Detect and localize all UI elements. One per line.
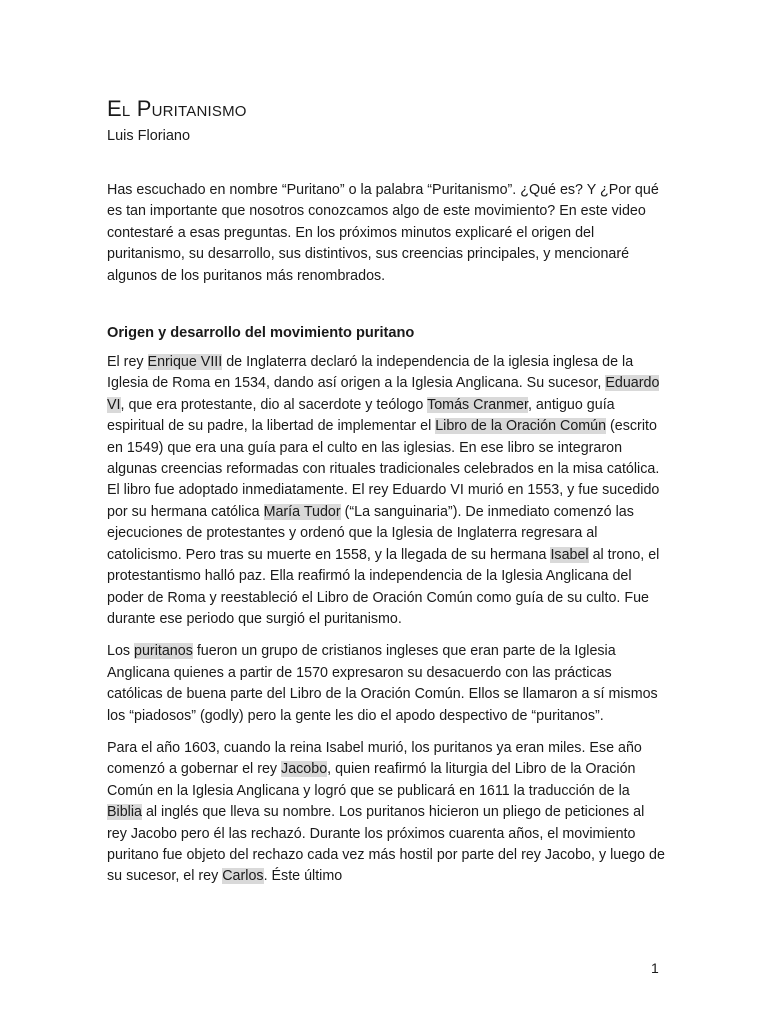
paragraph-origin — [107, 352, 665, 630]
text-run: fueron un grupo de cristianos ingleses que eran parte de la Iglesia Anglicana quienes a partir de 1570 expresaron su desacuerdo con las prácticas católicas de buena parte del Libro de la Oración Común. Ellos se llamaron a sí mismos los “piadosos” (godly) pero la gente les dio el apodo despectivo de “puritanos”. — [107, 643, 658, 724]
paragraph-puritanos — [107, 641, 665, 727]
highlight-maria-tudor: María Tudor — [263, 503, 341, 520]
page-number: 1 — [651, 960, 659, 976]
text-run: al inglés que lleva su nombre. Los puritanos hicieron un pliego de peticiones al rey Jacobo pero él las rechazó. Durante los próximos cuarenta años, el movimiento puritano fue objeto del rechazo cada vez más hostil por parte del rey Jacobo, y luego de su sucesor, el rey — [107, 804, 665, 885]
highlight-biblia: Biblia — [107, 804, 142, 821]
highlight-isabel: Isabel — [550, 546, 589, 563]
text-run: al trono, el protestantismo halló paz. Ella reafirmó la independencia de la Iglesia Anglicana del poder de Roma y reestableció el Libro de Oración Común como guía de su culto. Fue durante ese periodo que surgió el puritanismo. — [107, 546, 660, 627]
section-heading: Origen y desarrollo del movimiento puritano — [107, 325, 415, 342]
highlight-enrique-viii: Enrique VIII — [147, 354, 223, 371]
text-run: Los — [107, 643, 135, 660]
document-title: El Puritanismo — [107, 96, 247, 121]
highlight-puritanos: puritanos — [134, 643, 193, 660]
highlight-carlos: Carlos — [222, 868, 264, 885]
text-run: , que era protestante, dio al sacerdote y teólogo — [120, 396, 428, 413]
highlight-libro-oracion-comun: Libro de la Oración Común — [435, 418, 607, 435]
text-run: , antiguo guía espiritual de su padre, la libertad de implementar el — [107, 396, 615, 435]
author-name: Luis Floriano — [107, 128, 191, 144]
highlight-eduardo-vi: Eduardo VI — [107, 375, 660, 413]
text-run: . Éste último — [263, 868, 343, 885]
text-run: Para el año 1603, cuando la reina Isabel murió, los puritanos ya eran miles. Ese año comenzó a gobernar el rey — [107, 739, 642, 778]
text-run: , quien reafirmó la liturgia del Libro de la Oración Común en la Iglesia Anglicana y logró que se publicará en 1611 la traducción de la — [107, 761, 636, 799]
paragraph-jacobo — [107, 738, 665, 888]
text-run: (“La sanguinaria”). De inmediato comenzó las ejecuciones de protestantes y ordenó que la Iglesia de Inglaterra regresara al catolicismo. Pero tras su muerte en 1558, y la llegada de su hermana — [107, 503, 634, 563]
document-page — [107, 92, 665, 899]
intro-paragraph: Has escuchado en nombre “Puritano” o la palabra “Puritanismo”. ¿Qué es? Y ¿Por qué es tan importante que nosotros conozcamos algo de este movimiento? En este video contestaré a esas preguntas. En los próximos minutos explicaré el origen del puritanismo, su desarrollo, sus distintivos, sus creencias principales, y mencionaré algunos de los puritanos más renombrados. — [107, 182, 659, 284]
text-run: de Inglaterra declaró la independencia de la iglesia inglesa de la Iglesia de Roma en 1534, dando así origen a la Iglesia Anglicana. Su sucesor, — [107, 354, 634, 392]
text-run: (escrito en 1549) que era una guía para el culto en las iglesias. En ese libro se integraron algunas creencias reformadas con rituales tradicionales celebrados en la misa católica. El libro fue adoptado inmediatamente. El rey Eduardo VI murió en 1553, y fue sucedido por su hermana católica — [107, 418, 660, 520]
highlight-tomas-cranmer: Tomás Cranmer — [427, 396, 528, 413]
highlight-jacobo: Jacobo — [281, 761, 328, 778]
text-run: El rey — [107, 354, 148, 371]
